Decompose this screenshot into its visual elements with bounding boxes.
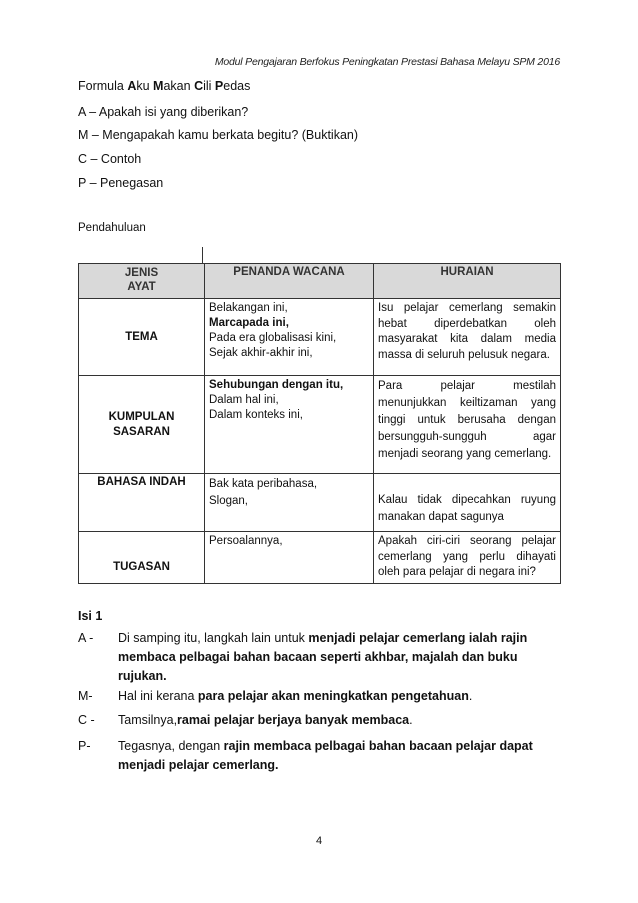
cell-penanda: [205, 474, 374, 532]
formula-word-c: ili: [203, 79, 215, 93]
isi-text: Tamsilnya,ramai pelajar berjaya banyak membaca.: [118, 713, 413, 727]
header-penanda-wacana: PENANDA WACANA: [205, 264, 374, 299]
table-row: [79, 299, 561, 376]
table-row: [79, 474, 561, 532]
isi-letter: C -: [78, 713, 95, 727]
formula-initial-m: M: [153, 79, 164, 93]
cell-huraian: Apakah ciri-ciri seorang pelajar cemerlang yang perlu dihayati oleh para pelajar di negara ini?: [374, 532, 561, 584]
section-label: Pendahuluan: [78, 222, 146, 234]
formula-line-a: A – Apakah isi yang diberikan?: [78, 105, 249, 119]
penanda-item: Marcapada ini,: [209, 317, 289, 329]
formula-initial-p: P: [214, 79, 224, 93]
cell-penanda: [205, 299, 374, 376]
formula-word-a: ku: [136, 79, 154, 93]
penanda-item: Sehubungan dengan itu,: [209, 379, 344, 391]
page-number: 4: [315, 835, 323, 847]
cell-penanda: [205, 376, 374, 474]
isi-text: Hal ini kerana para pelajar akan meningkatkan pengetahuan.: [118, 689, 473, 703]
penanda-item: Sejak akhir-akhir ini,: [209, 347, 313, 359]
formula-initial-c: C: [194, 79, 204, 93]
formula-initial-a: A: [127, 79, 137, 93]
penanda-item: Pada era globalisasi kini,: [209, 332, 337, 344]
formula-prefix: Formula: [78, 79, 128, 93]
isi-letter: P-: [78, 739, 91, 753]
table-top-divider: [202, 247, 203, 264]
cell-jenis: KUMPULAN SASARAN: [79, 376, 205, 474]
table-row: [79, 376, 561, 474]
formula-line-p: P – Penegasan: [78, 176, 164, 190]
formula-word-m: akan: [163, 79, 195, 93]
penanda-item: Dalam konteks ini,: [209, 409, 303, 421]
table-header-row: [79, 264, 561, 299]
isi-row-a: [78, 629, 561, 689]
table-row: [79, 532, 561, 584]
penanda-item: Persoalannya,: [209, 535, 283, 547]
cell-jenis: BAHASA INDAH: [79, 474, 205, 532]
formula-title: [78, 79, 250, 93]
isi-title: Isi 1: [78, 609, 103, 623]
cell-huraian: Para pelajar mestilah menunjukkan keiltizaman yang tinggi untuk berusaha dengan bersungguh-sungguh agar menjadi seorang yang cemerlang.: [374, 376, 561, 474]
header-jenis-ayat: JENIS AYAT: [79, 264, 205, 299]
isi-text: Di samping itu, langkah lain untuk menjadi pelajar cemerlang ialah rajin membaca pelbagai bahan bacaan seperti akhbar, majalah dan buku rujukan.: [118, 631, 528, 683]
penanda-item: Slogan,: [209, 495, 249, 507]
isi-text: Tegasnya, dengan rajin membaca pelbagai bahan bacaan pelajar dapat menjadi pelajar cemerlang.: [118, 739, 533, 772]
running-header: Modul Pengajaran Berfokus Peningkatan Prestasi Bahasa Melayu SPM 2016: [214, 56, 560, 68]
cell-huraian: Isu pelajar cemerlang semakin hebat diperdebatkan oleh masyarakat kita dalam media massa di seluruh pelusuk negara.: [374, 299, 561, 376]
cell-jenis: TEMA: [79, 299, 205, 376]
penanda-item: Bak kata peribahasa,: [209, 478, 318, 490]
penanda-item: Belakangan ini,: [209, 302, 288, 314]
header-huraian: HURAIAN: [374, 264, 561, 299]
cell-penanda: [205, 532, 374, 584]
isi-letter: A -: [78, 631, 94, 645]
cell-jenis: TUGASAN: [79, 532, 205, 584]
pendahuluan-table: [78, 263, 561, 584]
isi-row-p: [78, 737, 561, 777]
formula-line-c: C – Contoh: [78, 152, 142, 166]
formula-line-m: M – Mengapakah kamu berkata begitu? (Buktikan): [78, 128, 359, 142]
cell-huraian: Kalau tidak dipecahkan ruyung manakan dapat sagunya: [374, 474, 561, 532]
penanda-item: Dalam hal ini,: [209, 394, 279, 406]
isi-letter: M-: [78, 689, 93, 703]
formula-word-p: edas: [223, 79, 251, 93]
